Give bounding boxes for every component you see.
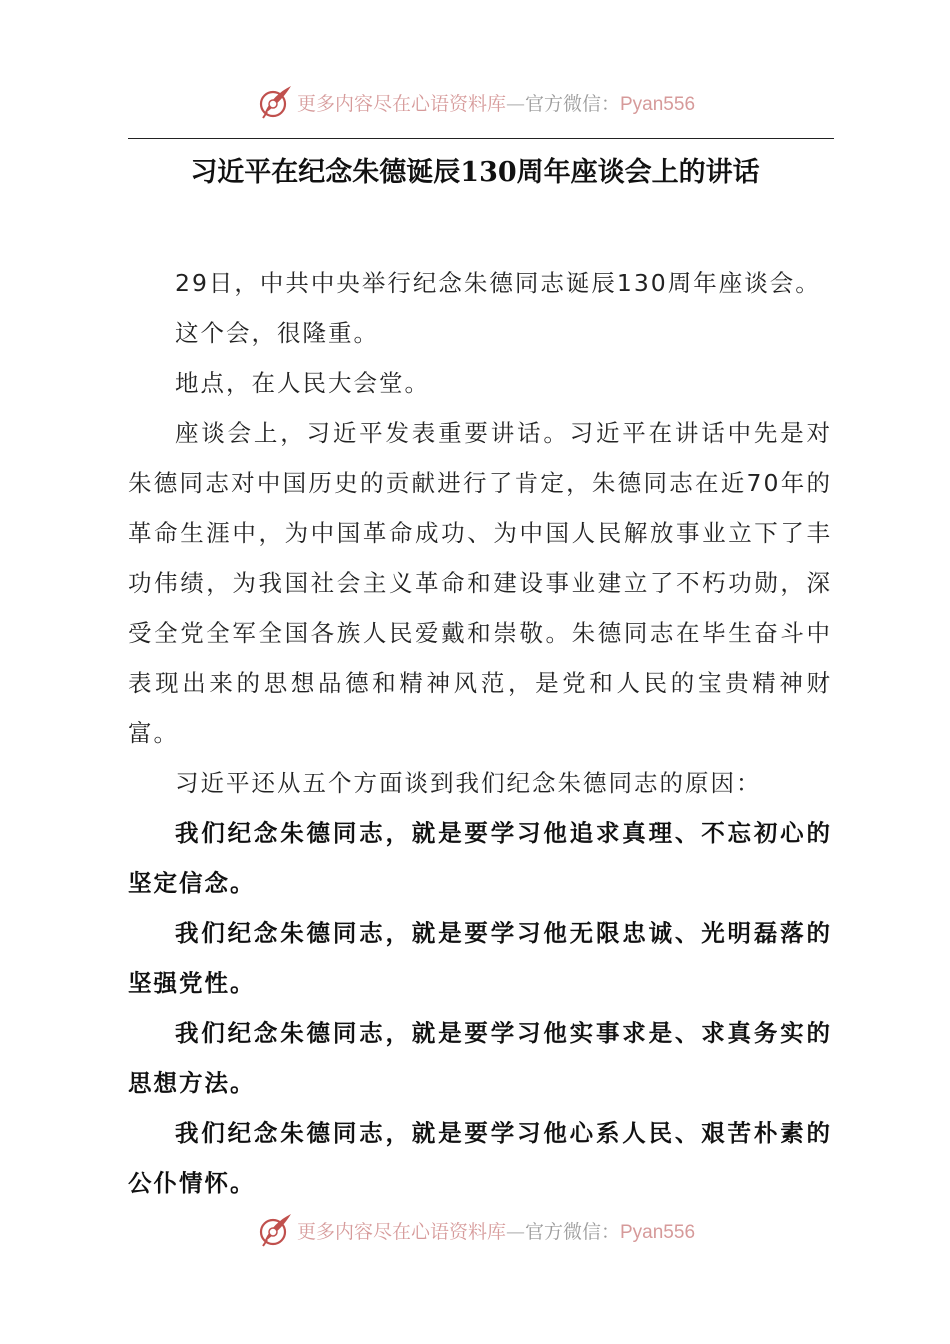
watermark-separator: — [505, 92, 525, 115]
paragraph: 座谈会上，习近平发表重要讲话。习近平在讲话中先是对朱德同志对中国历史的贡献进行了肯定，朱德同志在近70年的革命生涯中，为中国革命成功、为中国人民解放事业立下了丰功伟绩，为我国社会主义革命和建设事业建立了不朽功勋，深受全党全军全国各族人民爱戴和崇敬。朱德同志在毕生奋斗中表现出来的思想品德和精神风范，是党和人民的宝贵精神财富。 [128, 419, 832, 747]
bold-paragraph: 我们纪念朱德同志，就是要学习他实事求是、求真务实的思想方法。 [128, 1019, 832, 1097]
watermark-text [297, 89, 695, 116]
bold-paragraph: 我们纪念朱德同志，就是要学习他心系人民、艰苦朴素的公仆情怀。 [128, 1119, 832, 1197]
header-watermark [0, 82, 950, 122]
paragraph: 29日，中共中央举行纪念朱德同志诞辰130周年座谈会。 [175, 269, 821, 297]
paragraph: 习近平还从五个方面谈到我们纪念朱德同志的原因： [175, 769, 762, 797]
bold-paragraph: 我们纪念朱德同志，就是要学习他无限忠诚、光明磊落的坚强党性。 [128, 919, 832, 997]
quill-pen-logo-icon [255, 82, 295, 122]
watermark-separator: — [505, 1220, 525, 1243]
document-body [128, 258, 832, 1208]
header-rule [128, 138, 834, 139]
footer-watermark [0, 1210, 950, 1250]
watermark-wechat-id: Pyan556 [620, 1221, 696, 1243]
quill-pen-logo-icon [255, 1210, 295, 1250]
document-title: 习近平在纪念朱德诞辰130周年座谈会上的讲话 [190, 157, 760, 188]
bold-paragraph: 我们纪念朱德同志，就是要学习他追求真理、不忘初心的坚定信念。 [128, 819, 832, 897]
watermark-main: 更多内容尽在心语资料库 [296, 92, 506, 115]
watermark-wechat-label: 官方微信： [524, 92, 620, 115]
paragraph: 地点，在人民大会堂。 [175, 369, 430, 397]
paragraph: 这个会，很隆重。 [175, 319, 379, 347]
watermark-main: 更多内容尽在心语资料库 [296, 1220, 506, 1243]
watermark-wechat-label: 官方微信： [524, 1220, 620, 1243]
watermark-wechat-id: Pyan556 [620, 93, 696, 115]
watermark-text [297, 1217, 695, 1244]
